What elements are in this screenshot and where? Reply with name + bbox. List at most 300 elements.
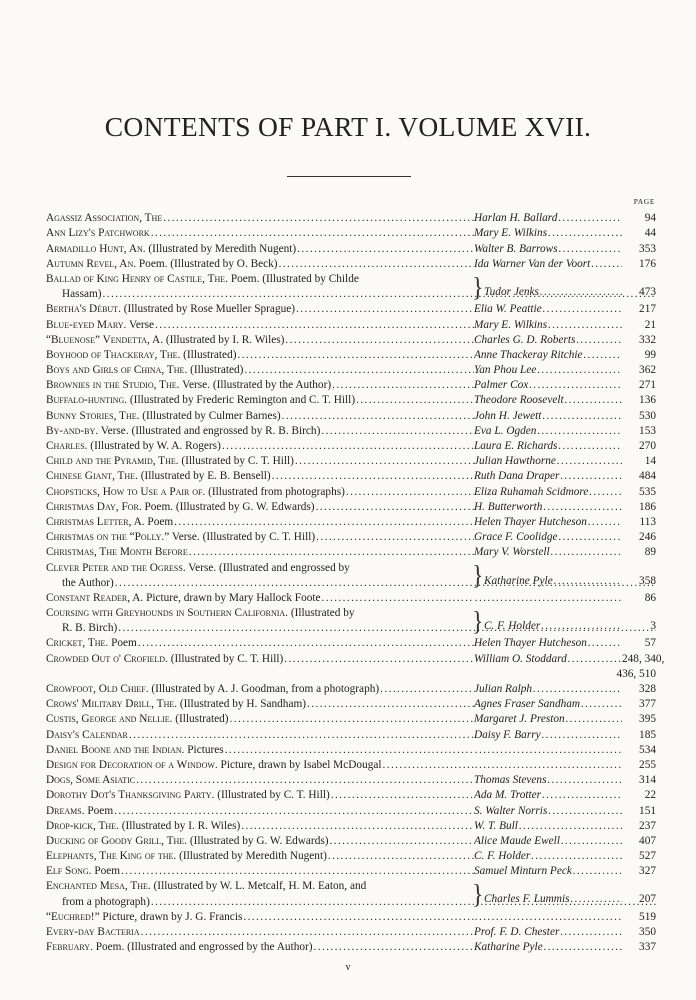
entry-description: Picture, drawn by J. G. Francis	[99, 910, 243, 923]
dot-leader	[584, 349, 622, 361]
dot-leader	[542, 410, 622, 422]
brace-mark: }	[472, 880, 484, 910]
entry-author: Anne Thackeray Ritchie	[474, 348, 583, 361]
entry-description: Verse. (Illustrated and engrossed by R. B. Birch)	[98, 424, 321, 437]
entry-page: 22	[644, 789, 656, 802]
entry-page: 246	[639, 531, 656, 544]
entry-title: Chopsticks, How to Use a Pair of.	[46, 485, 206, 498]
entry-page: 207	[639, 893, 656, 906]
dot-leader	[542, 789, 622, 801]
entry-description-cont: the Author)	[62, 576, 114, 589]
entry-title: Boys and Girls of China, The.	[46, 364, 188, 377]
entry-description: (Illustrated by Meredith Nugent)	[145, 242, 297, 255]
dot-leader	[284, 653, 474, 665]
entry-title: Boyhood of Thackeray, The.	[46, 348, 181, 361]
entry-title: Ann Lizy's Patchwork	[46, 227, 150, 240]
dot-leader	[307, 698, 474, 710]
dot-leader	[138, 637, 474, 649]
toc-entry	[46, 437, 656, 452]
dot-leader	[589, 486, 622, 498]
entry-page: 217	[639, 303, 656, 316]
entry-page: 99	[644, 348, 656, 361]
toc-entry	[46, 255, 656, 270]
entry-title: Constant Reader, A.	[46, 591, 144, 604]
dot-leader	[136, 774, 474, 786]
dot-leader	[297, 243, 474, 255]
dot-leader	[540, 286, 622, 298]
entry-author: Tudor Jenks	[484, 285, 539, 298]
entry-title: Dogs, Some Asiatic	[46, 774, 136, 787]
toc-entry	[46, 422, 656, 437]
entry-page: 350	[639, 926, 656, 938]
toc-entry	[46, 741, 656, 756]
dot-leader	[568, 653, 622, 665]
entry-page: 186	[639, 500, 656, 513]
toc-entry	[46, 589, 656, 604]
toc-entry	[46, 209, 656, 224]
dot-leader	[543, 501, 622, 513]
toc-entry	[46, 482, 656, 497]
dot-leader	[565, 394, 622, 406]
entry-description: (Illustrated by C. T. Hill)	[178, 455, 294, 468]
entry-author: Harlan H. Ballard	[474, 212, 558, 225]
dot-leader	[321, 425, 474, 437]
dot-leader	[561, 835, 622, 847]
entry-description: (Illustrated by C. T. Hill)	[214, 789, 330, 802]
entry-title: Buffalo-hunting.	[46, 394, 128, 407]
dot-leader	[151, 227, 474, 239]
entry-page: 358	[639, 574, 656, 587]
toc-entry	[46, 923, 656, 938]
entry-author: Daisy F. Barry	[474, 728, 541, 741]
dot-leader	[558, 212, 622, 224]
dot-leader	[331, 789, 474, 801]
dot-leader	[543, 303, 622, 315]
dot-leader	[272, 470, 474, 482]
dot-leader	[519, 820, 622, 832]
toc-entry	[46, 771, 656, 786]
entry-description: (Illustrated by I. R. Wiles)	[163, 333, 285, 346]
entry-page: 395	[639, 713, 656, 726]
dot-leader	[189, 546, 474, 558]
entry-title: Armadillo Hunt, An.	[46, 242, 146, 255]
dot-leader	[557, 455, 622, 467]
toc-entry	[46, 801, 656, 816]
toc-entry	[46, 452, 656, 467]
dot-leader	[475, 744, 622, 756]
dot-leader	[570, 893, 622, 905]
toc-entry	[46, 331, 656, 346]
entry-description: (Illustrated by Meredith Nugent)	[176, 850, 327, 863]
toc-entry	[46, 224, 656, 239]
entry-description: Poem. (Illustrated by O. Beck)	[136, 257, 278, 270]
entry-title: Agassiz Association, The	[46, 212, 163, 225]
toc-entry	[46, 498, 656, 513]
toc-entry	[46, 908, 656, 923]
entry-page: 86	[644, 591, 656, 604]
dot-leader	[225, 744, 474, 756]
entry-page: 3	[650, 620, 656, 633]
dot-leader	[560, 470, 622, 482]
entry-author: Theodore Roosevelt	[474, 394, 564, 407]
dot-leader	[380, 683, 474, 695]
entry-description: (Illustrated by Culmer Barnes)	[139, 409, 281, 422]
dot-leader	[548, 227, 622, 239]
entry-author: Julian Hawthorne	[474, 455, 556, 468]
dot-leader	[121, 865, 474, 877]
entry-title: Enchanted Mesa, The.	[46, 880, 151, 893]
entry-description: Verse. (Illustrated by C. T. Hill)	[169, 531, 316, 544]
dot-leader	[346, 486, 474, 498]
page-title: CONTENTS OF PART I. VOLUME XVII.	[104, 111, 592, 142]
toc-entry	[46, 877, 656, 910]
entry-description: (Illustrated by	[288, 607, 355, 620]
dot-leader	[174, 516, 474, 528]
entry-title: By-and-by.	[46, 424, 99, 437]
toc-entry	[46, 710, 656, 725]
entry-author: Ida Warner Van der Voort	[474, 257, 591, 270]
dot-leader	[581, 698, 622, 710]
dot-leader	[237, 349, 474, 361]
dot-leader	[591, 258, 622, 270]
dot-leader	[163, 212, 474, 224]
entry-title: Daniel Boone and the Indian.	[46, 743, 185, 756]
entry-author: Helen Thayer Hutcheson	[474, 515, 587, 528]
entry-title: Dorothy Dot's Thanksgiving Party.	[46, 789, 215, 802]
dot-leader	[295, 455, 474, 467]
entry-page: 151	[639, 804, 656, 817]
toc-entry	[46, 756, 656, 771]
dot-leader	[576, 334, 622, 346]
entry-page: 362	[639, 364, 656, 377]
entry-author: Thomas Stevens	[474, 774, 547, 787]
entry-page: 314	[639, 774, 656, 787]
entry-title: Drop-kick, The.	[46, 819, 119, 832]
toc-entry	[46, 270, 656, 303]
dot-leader	[296, 303, 474, 315]
entry-author: Mary E. Wilkins	[474, 318, 548, 331]
dot-leader	[330, 835, 475, 847]
entry-description: Poem	[84, 804, 114, 817]
entry-author: Mary E. Wilkins	[474, 227, 548, 240]
entry-title: Crows' Military Drill, The.	[46, 698, 178, 711]
dot-leader	[114, 805, 474, 817]
entry-author: Eliza Ruhamah Scidmore	[474, 485, 589, 498]
dot-leader	[537, 425, 622, 437]
entry-description: (Illustrated by C. T. Hill)	[167, 652, 284, 665]
dot-leader	[558, 440, 622, 452]
toc-entry	[46, 862, 656, 877]
toc-entry	[46, 847, 656, 862]
entry-author: Prof. F. D. Chester	[474, 926, 560, 938]
entry-author: C. F. Holder	[474, 850, 531, 863]
entry-author: John H. Jewett	[474, 409, 542, 422]
dot-leader	[554, 575, 622, 587]
toc-entry	[46, 786, 656, 801]
dot-leader	[588, 516, 622, 528]
dot-leader	[551, 546, 622, 558]
brace-mark: }	[472, 606, 484, 637]
entry-page: 89	[644, 546, 656, 559]
entry-page: 136	[639, 394, 656, 407]
entry-page: 14	[644, 455, 656, 468]
entry-title: Dreams.	[46, 804, 85, 817]
entry-author: H. Butterworth	[474, 500, 543, 513]
dot-leader	[475, 592, 622, 604]
entry-author: Agnes Fraser Sandham	[474, 698, 581, 711]
toc-entry	[46, 315, 656, 330]
dot-leader	[241, 820, 474, 832]
dot-leader	[533, 683, 622, 695]
entry-page: 337	[639, 941, 656, 954]
entry-page: 185	[639, 728, 656, 741]
entry-author: Ruth Dana Draper	[474, 470, 560, 483]
toc-entry	[46, 239, 656, 254]
entry-description: (Illustrated by H. Sandham)	[177, 698, 307, 711]
toc-entry	[46, 406, 656, 421]
entry-description: (Illustrated)	[180, 348, 237, 361]
entry-title: Brownies in the Studio, The.	[46, 379, 180, 392]
entry-page: 332	[639, 333, 656, 346]
entry-title: Clever Peter and the Ogress.	[46, 561, 186, 574]
entry-author: Margaret J. Preston	[474, 713, 565, 726]
entry-page: 57	[644, 637, 656, 650]
entry-description: (Illustrated by G. W. Edwards)	[187, 834, 329, 847]
entry-author: Walter B. Barrows	[474, 242, 558, 255]
entry-author: Laura E. Richards	[474, 440, 558, 452]
page-column-label: PAGE	[633, 197, 655, 206]
entry-description-cont: Hassam)	[62, 288, 102, 301]
entry-description: Pictures	[184, 743, 224, 756]
entry-description: Verse. (Illustrated by the Author)	[179, 379, 332, 392]
entry-description: Poem. (Illustrated by Childe	[228, 272, 359, 285]
dot-leader	[544, 941, 622, 953]
dot-leader	[322, 592, 474, 604]
entry-title: Chinese Giant, The.	[46, 470, 138, 483]
dot-leader	[285, 334, 474, 346]
toc-entry	[46, 467, 656, 482]
dot-leader	[279, 258, 474, 270]
entry-author: Julian Ralph	[474, 683, 533, 695]
entry-description: Poem	[108, 637, 137, 650]
entry-page: 327	[639, 865, 656, 878]
entry-page: 530	[639, 409, 656, 422]
contents-list	[46, 209, 665, 954]
toc-entry	[46, 938, 656, 953]
toc-entry	[46, 528, 656, 543]
entry-page-cont: 436, 510	[616, 667, 656, 680]
entry-title: Bertha's Début.	[46, 303, 121, 316]
entry-title: “Bluenose” Vendetta, A.	[46, 333, 164, 346]
dot-leader	[573, 865, 622, 877]
entry-page: 21	[644, 318, 656, 331]
dot-leader	[314, 941, 474, 953]
entry-description: (Illustrated from photographs)	[205, 485, 345, 498]
entry-description: Poem	[91, 865, 121, 878]
dot-leader	[383, 759, 475, 771]
entry-author: C. F. Holder	[484, 620, 541, 633]
entry-title: Cricket, The.	[46, 637, 109, 650]
toc-entry	[46, 634, 656, 649]
entry-author: Samuel Minturn Peck	[474, 865, 572, 878]
toc-entry	[46, 543, 656, 558]
dot-leader	[243, 911, 474, 923]
entry-author: Mary V. Worstell	[474, 546, 550, 559]
toc-entry	[46, 346, 656, 361]
entry-title: Blue-eyed Mary.	[46, 318, 127, 331]
toc-entry	[46, 361, 656, 376]
brace-mark: }	[472, 561, 484, 592]
entry-page: 248, 340,	[622, 652, 665, 665]
entry-page: 353	[639, 242, 656, 255]
entry-title: Crowded Out o' Crofield.	[46, 652, 168, 665]
entry-page: 176	[639, 257, 656, 270]
toc-entry	[46, 391, 656, 406]
toc-entry	[46, 604, 656, 637]
entry-page: 270	[639, 440, 656, 452]
entry-title: February.	[46, 941, 93, 954]
entry-title: Christmas on the “Polly.”	[46, 531, 170, 544]
toc-entry	[46, 376, 656, 391]
entry-page: 534	[639, 743, 656, 756]
dot-leader	[244, 364, 474, 376]
dot-leader	[475, 911, 622, 923]
toc-entry	[46, 680, 656, 695]
entry-title: Crowfoot, Old Chief.	[46, 683, 149, 695]
entry-title: Daisy's Calendar	[46, 728, 128, 741]
dot-leader	[531, 850, 622, 862]
toc-entry	[46, 558, 656, 592]
entry-author: Eva L. Ogden	[474, 424, 537, 437]
entry-author: William O. Stoddard	[474, 652, 567, 665]
entry-title: Coursing with Greyhounds in Southern California.	[46, 607, 288, 620]
toc-entry	[46, 695, 656, 710]
dot-leader	[129, 729, 474, 741]
entry-description: Picture, drawn by Isabel McDougal	[217, 758, 382, 771]
dot-leader	[547, 774, 622, 786]
entry-description: Verse	[126, 318, 155, 331]
entry-page: 484	[639, 470, 656, 483]
entry-description: Poem. (Illustrated by G. W. Edwards)	[141, 500, 315, 513]
entry-author: Elia W. Peattie	[474, 303, 542, 316]
title-rule	[287, 176, 411, 177]
toc-entry	[46, 300, 656, 315]
entry-title: Bunny Stories, The.	[46, 409, 140, 422]
toc-entry	[46, 649, 665, 680]
entry-page: 535	[639, 485, 656, 498]
dot-leader	[332, 379, 474, 391]
entry-description: (Illustrated by A. J. Goodman, from a photograph)	[148, 683, 380, 695]
entry-author: S. Walter Norris	[474, 804, 548, 817]
entry-author: Katharine Pyle	[484, 574, 553, 587]
dot-leader	[141, 926, 474, 938]
entry-description: Poem. (Illustrated and engrossed by the Author)	[92, 941, 313, 954]
dot-leader	[316, 501, 474, 513]
entry-title: Child and the Pyramid, The.	[46, 455, 179, 468]
entry-page: 237	[639, 819, 656, 832]
toc-entry	[46, 725, 656, 740]
dot-leader	[222, 440, 474, 452]
entry-page: 44	[644, 227, 656, 240]
dot-leader	[588, 637, 622, 649]
entry-description: Verse. (Illustrated and engrossed by	[185, 561, 350, 574]
dot-leader	[559, 531, 622, 543]
entry-page: 519	[639, 910, 656, 923]
entry-page: 473	[639, 285, 656, 298]
entry-author: Yan Phou Lee	[474, 364, 537, 377]
entry-description: (Illustrated by W. A. Rogers)	[87, 440, 221, 452]
entry-page: 527	[639, 850, 656, 863]
dot-leader	[560, 926, 622, 938]
entry-description: (Illustrated by E. B. Bensell)	[137, 470, 271, 483]
dot-leader	[541, 620, 622, 632]
entry-title: Ballad of King Henry of Castile, The.	[46, 272, 229, 285]
entry-author: Grace F. Coolidge	[474, 531, 558, 544]
entry-page: 113	[639, 515, 656, 528]
entry-description: (Illustrated by I. R. Wiles)	[118, 819, 241, 832]
dot-leader	[548, 805, 622, 817]
entry-page: 271	[639, 379, 656, 392]
dot-leader	[155, 319, 474, 331]
entry-title: Charles.	[46, 440, 88, 452]
entry-author: Charles G. D. Roberts	[474, 333, 576, 346]
dot-leader	[529, 379, 622, 391]
entry-title: Custis, George and Nellie.	[46, 713, 173, 726]
entry-description: (Illustrated by W. L. Metcalf, H. M. Eaton, and	[150, 880, 367, 893]
entry-title: Autumn Revel, An.	[46, 257, 137, 270]
entry-page: 328	[639, 683, 656, 695]
toc-entry	[46, 817, 656, 832]
entry-page: 94	[644, 212, 656, 225]
dot-leader	[559, 243, 622, 255]
entry-title: Christmas, The Month Before	[46, 546, 188, 559]
entry-page: 153	[639, 424, 656, 437]
entry-page: 377	[639, 698, 656, 711]
brace-mark: }	[472, 272, 484, 303]
entry-description-cont: R. B. Birch)	[62, 622, 118, 635]
entry-author: W. T. Bull	[474, 819, 518, 832]
entry-description: (Illustrated)	[172, 713, 229, 726]
dot-leader	[548, 319, 622, 331]
entry-author: Palmer Cox	[474, 379, 529, 392]
entry-author: Alice Maude Ewell	[474, 834, 560, 847]
dot-leader	[537, 364, 622, 376]
entry-author: Helen Thayer Hutcheson	[474, 637, 587, 650]
entry-author: Ada M. Trotter	[474, 789, 542, 802]
dot-leader	[566, 713, 622, 725]
entry-author: Charles F. Lummis	[484, 893, 570, 906]
dot-leader	[542, 729, 622, 741]
entry-author: Katharine Pyle	[474, 941, 543, 954]
entry-title: Christmas Letter, A.	[46, 515, 145, 528]
entry-description: (Illustrated by Rose Mueller Sprague)	[120, 303, 296, 316]
dot-leader	[328, 850, 474, 862]
entry-title: Elf Song.	[46, 865, 92, 878]
entry-description: Poem	[144, 515, 174, 528]
dot-leader	[282, 410, 474, 422]
entry-page: 407	[639, 834, 656, 847]
dot-leader	[356, 394, 474, 406]
entry-page: 255	[639, 758, 656, 771]
entry-title: Christmas Day, For.	[46, 500, 142, 513]
entry-description: (Illustrated)	[187, 364, 244, 377]
entry-description-cont: from a photograph)	[62, 895, 150, 908]
entry-title: Every-day Bacteria	[46, 926, 140, 938]
entry-title: “Euchred!”	[46, 910, 100, 923]
toc-entry	[46, 832, 656, 847]
entry-description: Picture, drawn by Mary Hallock Foote	[143, 591, 321, 604]
toc-entry	[46, 513, 656, 528]
